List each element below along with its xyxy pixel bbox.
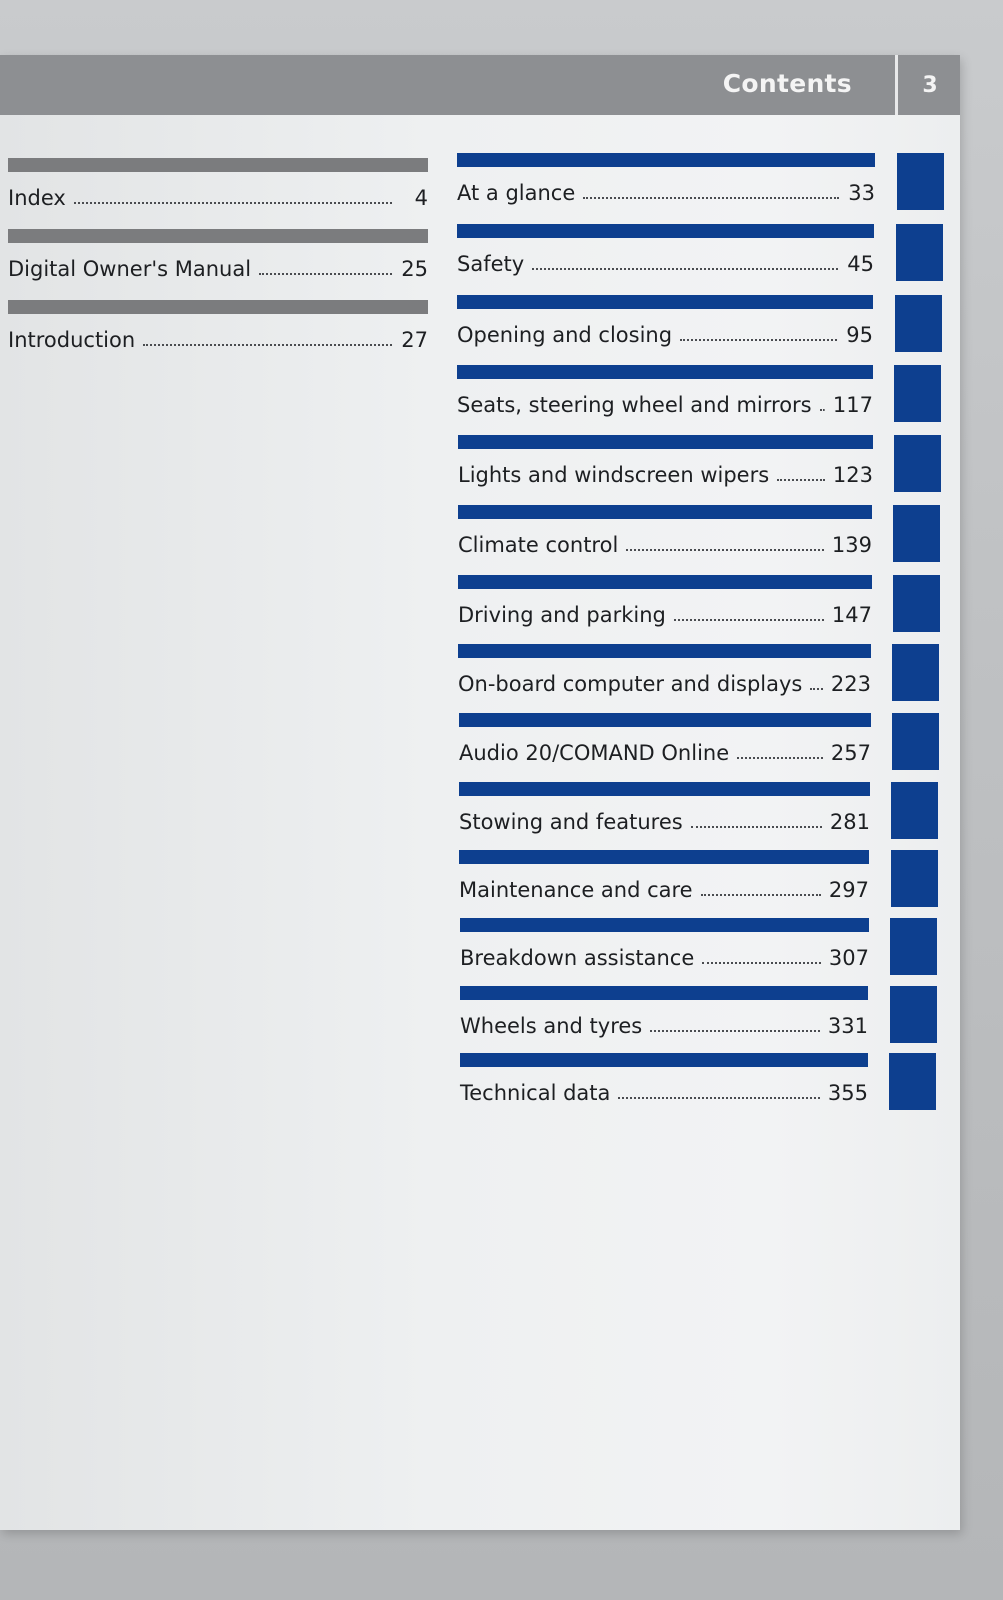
toc-label: Maintenance and care: [459, 878, 693, 902]
section-bar: [459, 713, 871, 727]
toc-page-number: 223: [830, 672, 871, 696]
page-title: Contents: [722, 69, 852, 98]
thumb-tab[interactable]: [891, 850, 938, 907]
toc-page-number: 117: [832, 393, 873, 417]
leader-dots: [532, 252, 838, 270]
toc-label: Technical data: [460, 1081, 611, 1105]
manual-page: [0, 55, 960, 1530]
section-bar: [457, 153, 875, 167]
thumb-tab[interactable]: [893, 575, 940, 632]
toc-entry-lights-and-wipers[interactable]: [458, 435, 873, 499]
toc-page-number: 147: [831, 603, 872, 627]
section-bar: [458, 644, 871, 658]
leader-dots: [583, 181, 839, 199]
toc-label: Breakdown assistance: [460, 946, 695, 970]
toc-label: On-board computer and displays: [458, 672, 803, 696]
section-bar: [457, 365, 873, 379]
leader-dots: [74, 186, 392, 204]
toc-entry-at-a-glance[interactable]: [457, 153, 875, 217]
section-bar: [460, 918, 869, 932]
leader-dots: [674, 603, 824, 621]
leader-dots: [650, 1014, 820, 1032]
toc-page-number: 33: [848, 181, 875, 205]
toc-page-number: 45: [847, 252, 874, 276]
toc-label: Stowing and features: [459, 810, 683, 834]
toc-label: Climate control: [458, 533, 619, 557]
contents-header: [0, 55, 960, 115]
leader-dots: [810, 672, 823, 690]
leader-dots: [618, 1081, 820, 1099]
toc-label: Wheels and tyres: [460, 1014, 643, 1038]
section-bar: [460, 986, 868, 1000]
section-bar: [8, 158, 428, 172]
toc-page-number: 25: [401, 257, 428, 281]
toc-label: Audio 20/COMAND Online: [459, 741, 730, 765]
thumb-tab[interactable]: [894, 365, 941, 422]
section-bar: [8, 300, 428, 314]
toc-label: Driving and parking: [458, 603, 666, 627]
toc-entry-technical-data[interactable]: [460, 1053, 868, 1117]
thumb-tab[interactable]: [891, 782, 938, 839]
page-number: 3: [922, 73, 938, 98]
leader-dots: [691, 810, 822, 828]
thumb-tab[interactable]: [896, 224, 943, 281]
thumb-tab[interactable]: [892, 713, 939, 770]
toc-label: Index: [8, 186, 66, 210]
toc-label: Opening and closing: [457, 323, 673, 347]
leader-dots: [820, 393, 825, 411]
leader-dots: [701, 878, 821, 896]
toc-page-number: 281: [829, 810, 870, 834]
toc-label: Introduction: [8, 328, 136, 352]
toc-entry-safety[interactable]: [457, 224, 874, 288]
leader-dots: [702, 946, 821, 964]
toc-entry-maintenance-and-care[interactable]: [459, 850, 869, 914]
leader-dots: [777, 463, 825, 481]
toc-entry-climate-control[interactable]: [458, 505, 872, 569]
toc-page-number: 331: [827, 1014, 868, 1038]
thumb-tab[interactable]: [890, 918, 937, 975]
toc-page-number: 95: [846, 323, 873, 347]
toc-entry-driving-and-parking[interactable]: [458, 575, 872, 639]
leader-dots: [626, 533, 824, 551]
toc-page-number: 27: [401, 328, 428, 352]
thumb-tab[interactable]: [892, 644, 939, 701]
leader-dots: [143, 328, 392, 346]
toc-page-number: 297: [828, 878, 869, 902]
section-bar: [460, 1053, 868, 1067]
toc-page-number: 257: [830, 741, 871, 765]
section-bar: [458, 505, 872, 519]
toc-label: Digital Owner's Manual: [8, 257, 252, 281]
toc-entry-audio-comand[interactable]: [459, 713, 871, 777]
toc-label: Safety: [457, 252, 525, 276]
toc-entry-digital-owners-manual[interactable]: [8, 229, 428, 293]
section-bar: [459, 782, 870, 796]
toc-entry-opening-and-closing[interactable]: [457, 295, 873, 359]
thumb-tab[interactable]: [894, 435, 941, 492]
toc-page-number: 123: [832, 463, 873, 487]
toc-label: Lights and windscreen wipers: [458, 463, 770, 487]
thumb-tab[interactable]: [897, 153, 944, 210]
toc-page-number: 355: [827, 1081, 868, 1105]
thumb-tab[interactable]: [889, 1053, 936, 1110]
toc-page-number: 307: [828, 946, 869, 970]
thumb-tab[interactable]: [893, 505, 940, 562]
toc-page-number: 139: [831, 533, 872, 557]
toc-entry-seats-steering-wheel-mirrors[interactable]: [457, 365, 873, 429]
leader-dots: [680, 323, 837, 341]
section-bar: [458, 435, 873, 449]
toc-label: Seats, steering wheel and mirrors: [457, 393, 812, 417]
toc-entry-index[interactable]: [8, 158, 428, 222]
section-bar: [457, 224, 874, 238]
section-bar: [458, 575, 872, 589]
leader-dots: [737, 741, 823, 759]
toc-page-number: 4: [414, 186, 428, 210]
section-bar: [459, 850, 869, 864]
toc-entry-breakdown-assistance[interactable]: [460, 918, 869, 982]
section-bar: [8, 229, 428, 243]
toc-entry-stowing-and-features[interactable]: [459, 782, 870, 846]
section-bar: [457, 295, 873, 309]
toc-entry-introduction[interactable]: [8, 300, 428, 364]
leader-dots: [259, 257, 392, 275]
toc-entry-on-board-computer[interactable]: [458, 644, 871, 708]
toc-entry-wheels-and-tyres[interactable]: [460, 986, 868, 1050]
thumb-tab[interactable]: [890, 986, 937, 1043]
thumb-tab[interactable]: [895, 295, 942, 352]
toc-label: At a glance: [457, 181, 576, 205]
header-divider: [895, 55, 898, 115]
